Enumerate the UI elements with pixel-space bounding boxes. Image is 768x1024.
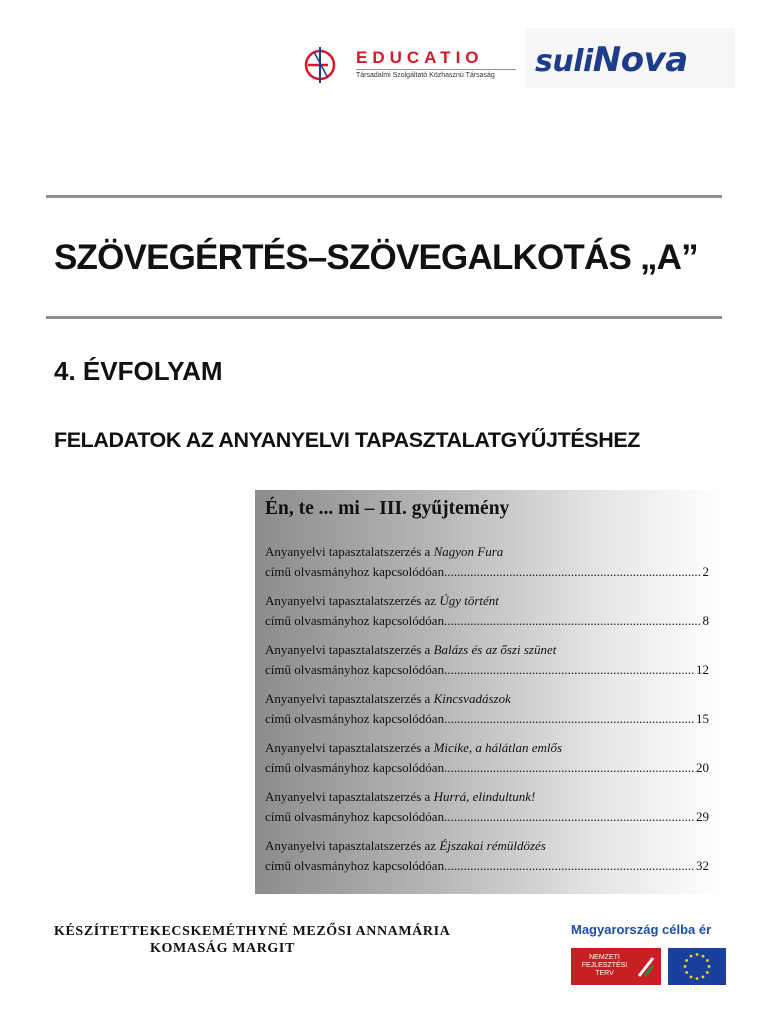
toc-entry-prefix: Anyanyelvi tapasztalatszerzés a xyxy=(265,740,434,755)
nft-text: NEMZETI FEJLESZTÉSI TERV xyxy=(581,954,628,977)
sulinova-logo xyxy=(525,28,735,88)
author-name: KOMASÁG MARGIT xyxy=(150,941,295,956)
toc-leader xyxy=(444,758,694,778)
toc-entry-page: 2 xyxy=(702,564,709,579)
bottom-rule xyxy=(46,316,722,319)
toc-entry-work: Úgy történt xyxy=(439,593,499,608)
toc-entry-work: Micike, a hálátlan emlős xyxy=(433,740,563,755)
toc-entry-page: 15 xyxy=(696,711,709,726)
toc-leader xyxy=(444,709,694,729)
toc-entry xyxy=(265,640,709,680)
toc-leader xyxy=(444,807,694,827)
toc-entry-page: 32 xyxy=(696,858,709,873)
nft-logo xyxy=(571,948,661,985)
educatio-subtitle: Társadalmi Szolgáltató Közhasznú Társaság xyxy=(356,72,495,79)
toc-entry-suffix: című olvasmányhoz kapcsolódóan xyxy=(265,858,445,873)
toc-title: Én, te ... mi – III. gyűjtemény xyxy=(265,498,510,519)
educatio-logo xyxy=(300,44,520,88)
toc-entry-suffix: című olvasmányhoz kapcsolódóan xyxy=(265,711,445,726)
toc-entry-page: 20 xyxy=(696,760,709,775)
toc-entry-page: 8 xyxy=(702,613,709,628)
toc-entry xyxy=(265,689,709,729)
toc-entry-prefix: Anyanyelvi tapasztalatszerzés a xyxy=(265,789,434,804)
toc-box xyxy=(255,490,722,894)
toc-leader xyxy=(444,562,700,582)
toc-entry-prefix: Anyanyelvi tapasztalatszerzés az xyxy=(265,838,440,853)
toc-entry-work: Kincsvadászok xyxy=(433,691,511,706)
main-title: SZÖVEGÉRTÉS–SZÖVEGALKOTÁS „A” xyxy=(54,238,698,277)
toc-entry-prefix: Anyanyelvi tapasztalatszerzés a xyxy=(265,691,434,706)
toc-entry-work: Nagyon Fura xyxy=(433,544,504,559)
nft-flag-icon xyxy=(637,956,655,978)
toc-entry-prefix: Anyanyelvi tapasztalatszerzés az xyxy=(265,593,440,608)
top-rule xyxy=(46,195,722,198)
eu-flag-icon xyxy=(668,948,726,985)
toc-entry-suffix: című olvasmányhoz kapcsolódóan xyxy=(265,613,445,628)
sulinova-nova: Nova xyxy=(592,40,688,80)
author-name: KECSKEMÉTHYNÉ MEZŐSI ANNAMÁRIA xyxy=(150,924,451,939)
toc-entry-page: 29 xyxy=(696,809,709,824)
educatio-mark-icon xyxy=(300,44,340,84)
toc-entry-prefix: Anyanyelvi tapasztalatszerzés a xyxy=(265,544,434,559)
toc-entry-prefix: Anyanyelvi tapasztalatszerzés a xyxy=(265,642,434,657)
toc-entry-suffix: című olvasmányhoz kapcsolódóan xyxy=(265,760,445,775)
toc-entry xyxy=(265,542,709,582)
author-label: KÉSZÍTETTE: xyxy=(54,924,155,939)
educatio-name: EDUCATIO xyxy=(356,48,484,67)
toc-entry-work: Balázs és az őszi szünet xyxy=(433,642,557,657)
toc-entry-page: 12 xyxy=(696,662,709,677)
toc-entry-work: Éjszakai rémüldözés xyxy=(439,838,546,853)
toc-entry xyxy=(265,836,709,876)
toc-entry-work: Hurrá, elindultunk! xyxy=(433,789,536,804)
toc-leader xyxy=(444,856,694,876)
sulinova-suli: suli xyxy=(535,44,593,79)
subtitle-heading: FELADATOK AZ ANYANYELVI TAPASZTALATGYŰJTÉSHEZ xyxy=(54,428,641,452)
toc-entry xyxy=(265,738,709,778)
toc-entry xyxy=(265,591,709,631)
grade-heading: 4. ÉVFOLYAM xyxy=(54,356,223,386)
educatio-rule xyxy=(356,69,516,70)
slogan: Magyarország célba ér xyxy=(571,922,712,937)
sulinova-wordmark xyxy=(535,40,688,80)
toc-entry xyxy=(265,787,709,827)
toc-leader xyxy=(444,611,700,631)
toc-entry-suffix: című olvasmányhoz kapcsolódóan xyxy=(265,662,445,677)
toc-entry-suffix: című olvasmányhoz kapcsolódóan xyxy=(265,809,445,824)
toc-leader xyxy=(444,660,694,680)
toc-entry-suffix: című olvasmányhoz kapcsolódóan xyxy=(265,564,445,579)
